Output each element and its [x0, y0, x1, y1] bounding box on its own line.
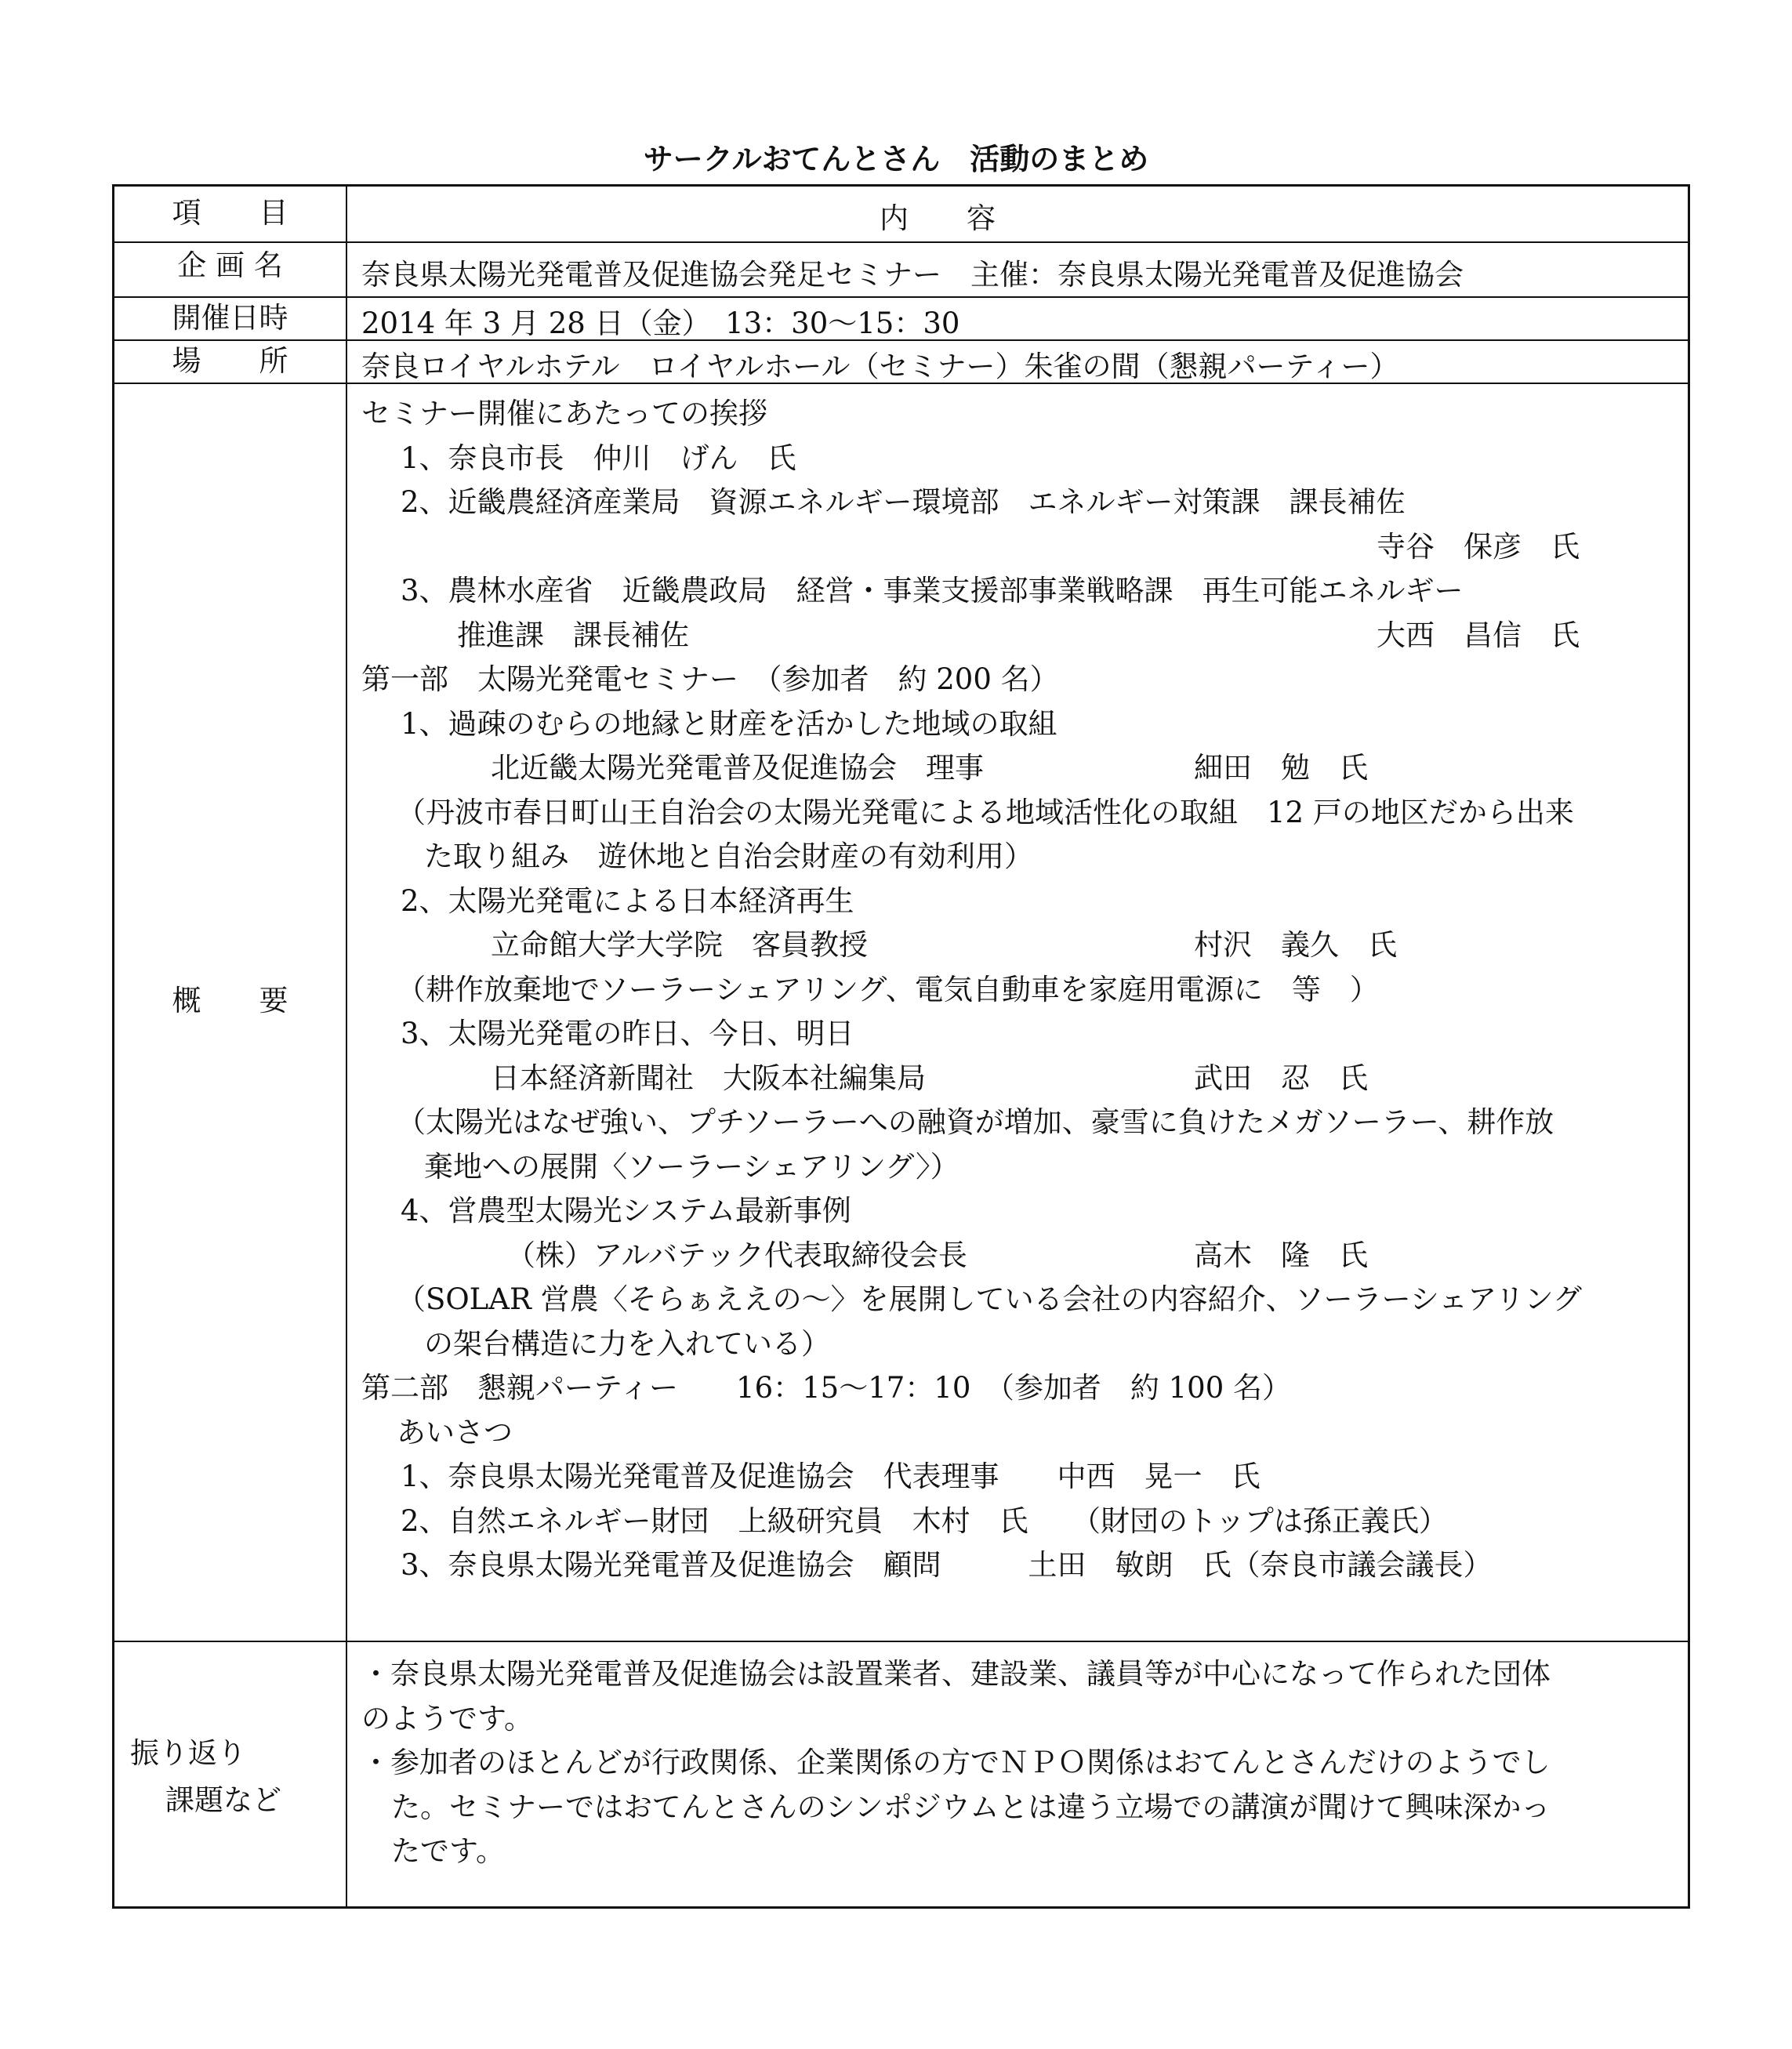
part2-heading: 第二部 懇親パーティー 16：15〜17：10 （参加者 約 100 名） [361, 1371, 1292, 1405]
session-note: （耕作放棄地でソーラーシェアリング、電気自動車を家庭用電源に 等 ） [397, 972, 1379, 1006]
review-bullet-continued: のようです。 [361, 1701, 534, 1735]
document-title: サークルおてんとさん 活動のまとめ [643, 142, 1149, 176]
plan-value: 奈良県太陽光発電普及促進協会発足セミナー 主催：奈良県太陽光発電普及促進協会 [361, 258, 1464, 292]
overview-content [361, 392, 1678, 1588]
greeting-item-continued: 推進課 課長補佐 [457, 618, 689, 652]
plan-label: 企 画 名 [177, 248, 283, 282]
overview-label: 概 要 [172, 984, 288, 1017]
session-title: 4、営農型太陽光システム最新事例 [401, 1194, 851, 1228]
speaker-org: 北近畿太陽光発電普及促進協会 理事 [491, 751, 984, 785]
header-item: 項 目 [172, 196, 288, 230]
review-content [361, 1652, 1686, 1874]
review-bullet: ・奈良県太陽光発電普及促進協会は設置業者、建設業、議員等が中心になって作られた団体 [361, 1657, 1551, 1691]
speaker-name: 細田 勉 氏 [1194, 751, 1368, 785]
speaker-name: 大西 昌信 氏 [1377, 618, 1580, 652]
place-value: 奈良ロイヤルホテル ロイヤルホール（セミナー）朱雀の間（懇親パーティー） [361, 350, 1399, 383]
review-bullet: ・参加者のほとんどが行政関係、企業関係の方でＮＰＯ関係はおてんとさんだけのようでし [361, 1746, 1551, 1779]
speaker-name: 武田 忍 氏 [1194, 1061, 1368, 1095]
speaker-name: 村沢 義久 氏 [1194, 928, 1397, 962]
session-note: の架台構造に力を入れている） [424, 1326, 830, 1361]
greeting-heading: セミナー開催にあたっての挨拶 [361, 397, 767, 430]
speaker-org: （株）アルバテック代表取締役会長 [506, 1238, 967, 1272]
review-bullet-continued: たです。 [391, 1834, 506, 1868]
review-label-line1: 振り返り [130, 1736, 246, 1770]
review-label-line2: 課題など [165, 1783, 281, 1817]
speaker-org: 立命館大学大学院 客員教授 [491, 928, 868, 962]
date-value: 2014 年 3 月 28 日（金） 13：30〜15：30 [361, 306, 960, 340]
greeting-item: 1、奈良市長 仲川 げん 氏 [401, 441, 796, 475]
header-content: 内 容 [880, 201, 996, 235]
session-note: た取り組み 遊休地と自治会財産の有効利用） [424, 840, 1033, 873]
session-title: 3、太陽光発電の昨日、今日、明日 [401, 1017, 854, 1050]
speaker-name: 高木 隆 氏 [1194, 1238, 1368, 1272]
party-greeting-item: 1、奈良県太陽光発電普及促進協会 代表理事 中西 晃一 氏 [401, 1460, 1261, 1493]
session-note: （SOLAR 営農〈そらぁええの〜〉を展開している会社の内容紹介、ソーラーシェアリング [397, 1282, 1582, 1316]
part1-heading: 第一部 太陽光発電セミナー （参加者 約 200 名） [361, 662, 1059, 696]
column-divider [346, 187, 347, 1906]
speaker-name: 寺谷 保彦 氏 [1377, 529, 1580, 564]
row-divider [114, 296, 1688, 298]
session-note: 棄地への展開〈ソーラーシェアリング〉） [424, 1149, 959, 1184]
session-note: （太陽光はなぜ強い、プチソーラーへの融資が増加、豪雪に負けたメガソーラー、耕作放 [397, 1105, 1554, 1139]
greeting-item: 2、近畿農経済産業局 資源エネルギー環境部 エネルギー対策課 課長補佐 [401, 485, 1406, 519]
party-greeting-item: 3、奈良県太陽光発電普及促進協会 顧問 土田 敏朗 氏（奈良市議会議長） [401, 1548, 1493, 1582]
place-label: 場 所 [172, 344, 288, 378]
session-title: 2、太陽光発電による日本経済再生 [401, 883, 854, 918]
session-note: （丹波市春日町山王自治会の太陽光発電による地域活性化の取組 12 戸の地区だから出来 [397, 795, 1574, 829]
party-greeting-item: 2、自然エネルギー財団 上級研究員 木村 氏 （財団のトップは孫正義氏） [401, 1503, 1448, 1538]
speaker-org: 日本経済新聞社 大阪本社編集局 [491, 1061, 926, 1095]
greeting-item: 3、農林水産省 近畿農政局 経営・事業支援部事業戦略課 再生可能エネルギー [401, 574, 1464, 607]
session-title: 1、過疎のむらの地縁と財産を活かした地域の取組 [401, 706, 1057, 741]
date-label: 開催日時 [172, 301, 288, 335]
aisatsu-heading: あいさつ [397, 1415, 513, 1449]
summary-table [112, 184, 1690, 1909]
row-divider [114, 241, 1688, 243]
review-bullet-continued: た。セミナーではおてんとさんのシンポジウムとは違う立場での講演が聞けて興味深かっ [391, 1790, 1551, 1824]
row-divider [114, 1641, 1688, 1642]
